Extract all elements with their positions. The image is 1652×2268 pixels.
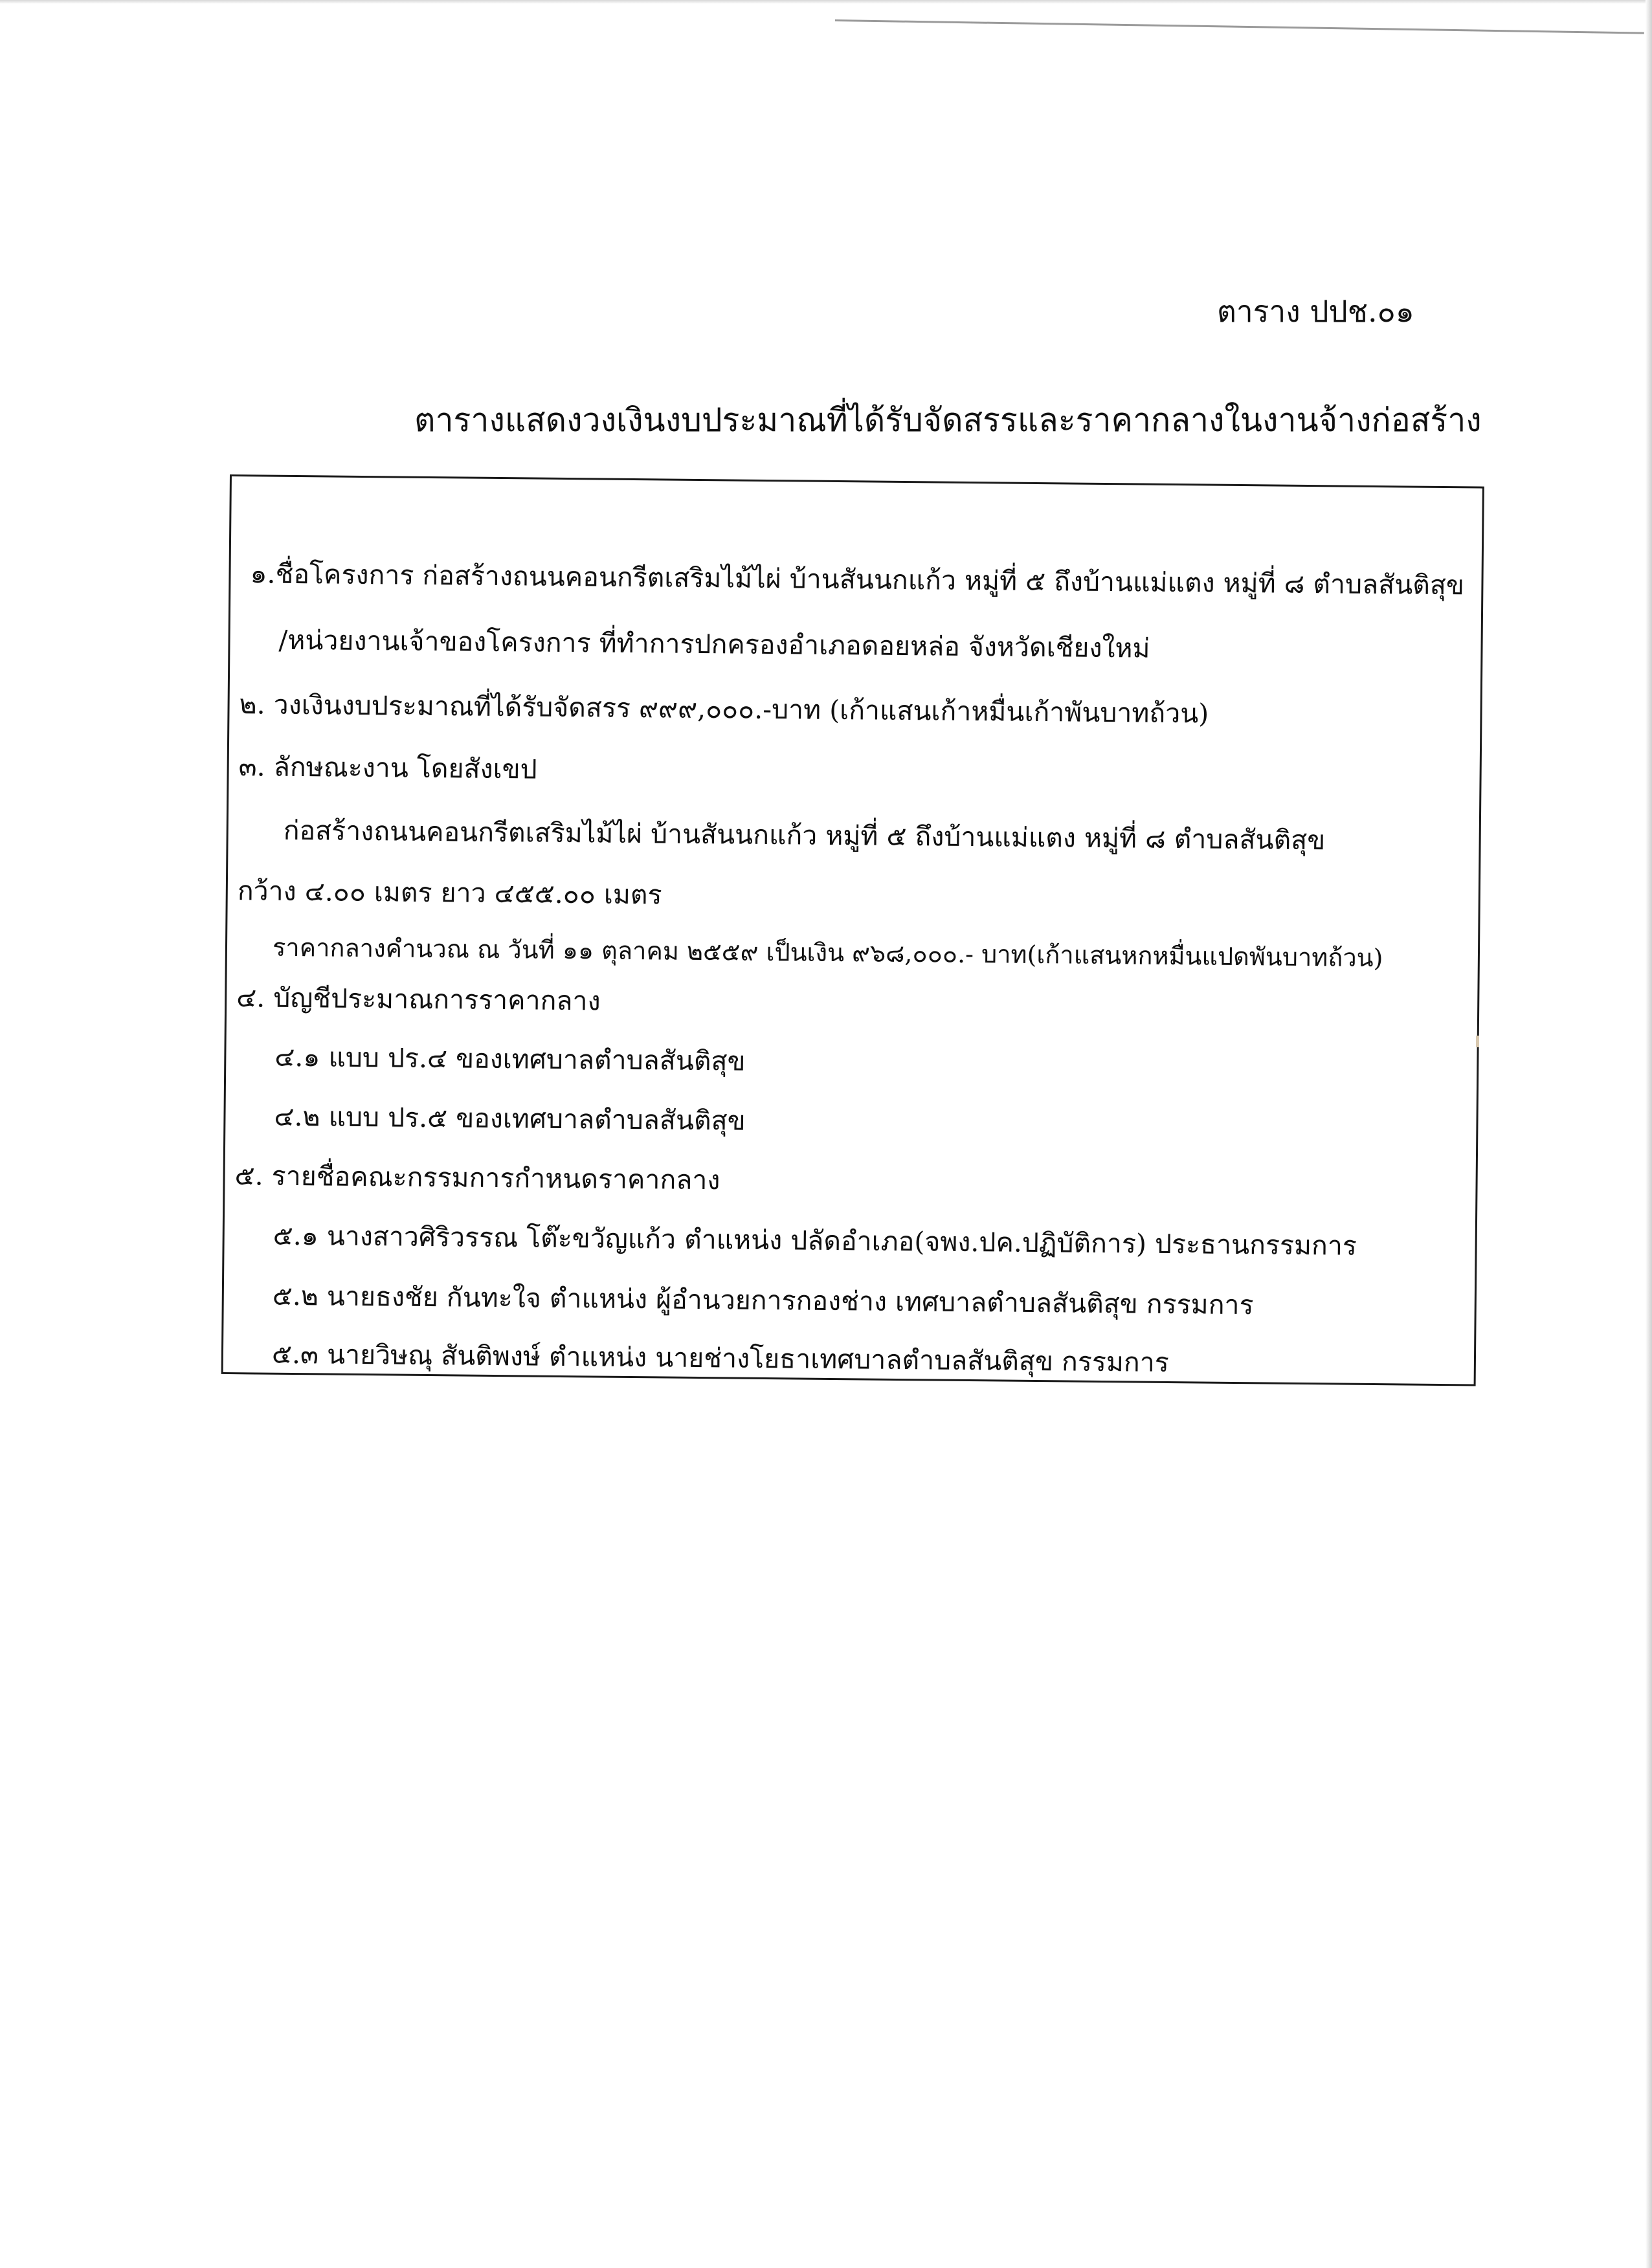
scan-edge-right [1646,0,1652,2268]
committee-member-2: ๕.๒ นายธงชัย กันทะใจ ตำแหน่ง ผู้อำนวยการกองช่าง เทศบาลตำบลสันติสุข กรรมการ [272,1280,1254,1321]
estimate-form-pr5: ๔.๒ แบบ ปร.๕ ของเทศบาลตำบลสันติสุข [274,1100,746,1137]
form-code: ตาราง ปปช.๐๑ [1217,294,1414,329]
budget-line: ๒. วงเงินงบประมาณที่ได้รับจัดสรร ๙๙๙,๐๐๐.-บาท (เก้าแสนเก้าหมื่นเก้าพันบาทถ้วน) [239,689,1209,729]
committee-member-1: ๕.๑ นางสาวศิริวรรณ โต๊ะขวัญแก้ว ตำแหน่ง ปลัดอำเภอ(จพง.ปค.ปฏิบัติการ) ประธานกรรมการ [273,1219,1357,1262]
project-name-line: ๑.ชื่อโครงการ ก่อสร้างถนนคอนกรีตเสริมไม้ไผ่ บ้านสันนกแก้ว หมู่ที่ ๕ ถึงบ้านแม่แตง หมู่ที่ ๘ ตำบลสันติสุข [250,558,1465,601]
median-price-line: ราคากลางคำนวณ ณ วันที่ ๑๑ ตุลาคม ๒๕๕๙ เป็นเงิน ๙๖๘,๐๐๐.- บาท(เก้าแสนหกหมื่นแปดพันบาทถ้วน) [272,933,1383,973]
project-info-box [221,474,1484,1386]
scan-artifact-line [835,19,1644,34]
scan-speck [1476,1036,1479,1047]
work-dimensions-line: กว้าง ๔.๐๐ เมตร ยาว ๔๕๕.๐๐ เมตร [237,875,662,911]
work-summary-heading: ๓. ลักษณะงาน โดยสังเขป [238,751,537,785]
committee-heading: ๕. รายชื่อคณะกรรมการกำหนดราคากลาง [234,1160,720,1196]
estimate-form-pr4: ๔.๑ แบบ ปร.๔ ของเทศบาลตำบลสันติสุข [274,1041,746,1077]
committee-member-3: ๕.๓ นายวิษณุ สันติพงษ์ ตำแหน่ง นายช่างโยธาเทศบาลตำบลสันติสุข กรรมการ [271,1338,1170,1378]
document-title: ตารางแสดงวงเงินงบประมาณที่ได้รับจัดสรรและราคากลางในงานจ้างก่อสร้าง [414,401,1482,439]
scan-edge-top [0,0,1652,4]
project-agency-line: /หน่วยงานเจ้าของโครงการ ที่ทำการปกครองอำเภอดอยหล่อ จังหวัดเชียงใหม่ [278,624,1150,664]
estimate-list-heading: ๔. บัญชีประมาณการราคากลาง [236,982,601,1017]
work-description-line: ก่อสร้างถนนคอนกรีตเสริมไม้ไผ่ บ้านสันนกแก้ว หมู่ที่ ๕ ถึงบ้านแม่แตง หมู่ที่ ๘ ตำบลสันติสุข [283,814,1326,856]
